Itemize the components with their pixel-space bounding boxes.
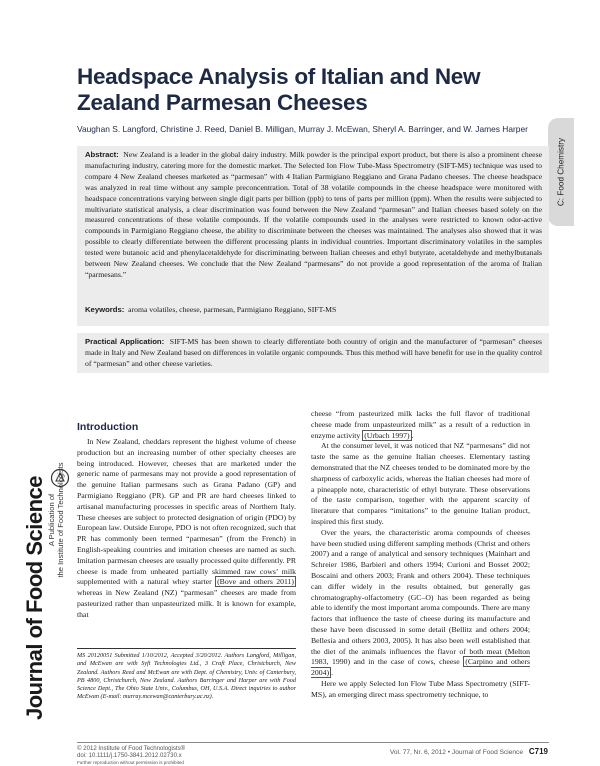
copyright-text: © 2012 Institute of Food Technologists® — [77, 745, 186, 752]
paragraph — [311, 528, 530, 679]
citation-link[interactable]: (Carpino and others 2004) — [311, 657, 530, 678]
right-column — [311, 409, 530, 701]
keywords-label: Keywords: — [85, 305, 125, 314]
author-list: Vaughan S. Langford, Christine J. Reed, Daniel B. Milligan, Murray J. McEwan, Sheryl A. Barringer, and W. James Harper — [77, 124, 528, 134]
paragraph-text: Over the years, the characteristic aroma compounds of cheeses have been studied using different sampling methods (Christ and others 2007) and a range of analytical and sensory techniques (Mainhart and Schreier 1986, Barbieri and others 1994; Curioni and Bosset 2002; Boscaini and others 2003; Frank and others 2004). These techniques can differ widely in the results obtained, but generally gas chromatography-olfactometry (GC–O) has been regarded as being able to identify the most important aroma compounds. There are many factors that influence the taste of cheese during its manufacture and these have been discussed in some detail (Bellitz and others 2004; Bellesia and others 2003, 2005). It has also been well established that the diet of the animals influences the flavor of both meat (Melton 1983, 1990) and in the case of cows, cheese — [311, 527, 530, 667]
footnote-divider — [77, 648, 296, 649]
paragraph — [311, 409, 530, 441]
section-heading-introduction: Introduction — [77, 421, 139, 433]
citation-link[interactable]: (Urbach 1997) — [364, 430, 410, 440]
publisher-line-2: the Institute of Food Technologists — [56, 462, 65, 578]
paragraph-text: . — [331, 668, 334, 678]
paragraph-text: whereas in New Zealand (NZ) “parmesan” cheeses are made from pasteurized rather than unpasteurized milk. It is known for example, that — [77, 588, 296, 619]
abstract — [85, 150, 542, 281]
practical-text: SIFT-MS has been shown to clearly differentiate both country of origin and the manufacturer of “parmesan” cheeses made in Italy and New Zealand based on differences in volatile organic compounds. Thus this method will have benefit for use in the quality control of “parmesan” and other cheese varieties. — [85, 337, 542, 368]
page-number: C719 — [528, 747, 548, 756]
paragraph: At the consumer level, it was noticed that NZ “parmesans” did not taste the same as the genuine Italian cheeses. Elementary tasting demonstrated that the NZ cheeses tended to be dominated more by the sharpness of carboxylic acids, whereas the Italian cheeses had more of a pineapple note, characteristic of ethyl butyrate. These observations of the taste comparison, together with the apparent scarcity of literature that compares “imitations” to the genuine Italian product, inspired this first study. — [311, 441, 530, 526]
reproduction-note: Further reproduction without permission is prohibited — [77, 759, 184, 765]
paragraph-text: cheese “from pasteurized milk lacks the full flavor of traditional cheese made from unpasteurized milk” as a result of a reduction in enzyme activity — [311, 409, 530, 440]
journal-name-spine: Journal of Food Science — [22, 476, 47, 720]
abstract-label: Abstract: — [85, 150, 119, 159]
citation-link[interactable]: (Bove and others 2011) — [217, 577, 294, 587]
publisher-line-1: A Publication of — [47, 493, 56, 547]
volume-info: Vol. 77, Nr. 6, 2012 • Journal of Food Science — [389, 749, 524, 756]
paragraph: Here we apply Selected Ion Flow Tube Mass Spectrometry (SIFT-MS), an emerging direct mass spectrometry technique, to — [311, 678, 530, 699]
doi-text[interactable]: doi: 10.1111/j.1750-3841.2012.02730.x — [77, 752, 182, 760]
footer-divider — [77, 742, 549, 743]
practical-application — [85, 336, 542, 369]
abstract-text: New Zealand is a leader in the global dairy industry. Milk powder is the principal export product, but there is also a prominent cheese manufacturing industry, catering more for the domestic market. The Selected Ion Flow Tube-Mass Spectrometry (SIFT-MS) technique was used to compare 4 New Zealand cheeses marketed as “parmesan” with 4 Italian Parmigiano Reggiano and Grana Padano cheeses. The cheese headspace was analyzed in real time without any sample preconcentration. Total of 38 volatile compounds in the cheese headspace were monitored with headspace concentrations varying between single digit parts per billion (ppb) to tens of parts per million (ppm). When the results were subjected to multivariate statistical analysis, a clear discrimination was found between the New Zealand “parmesan” and Italian cheeses based solely on the measured concentrations of these volatile compounds. If the volatile compounds used in the analyses were restricted to known odor-active compounds in Parmigiano Reggiano cheese, the ability to discriminate between the cheeses was maintained. The analyses also showed that it was possible to clearly differentiate between the different processing plants in individual countries. Important discriminatory volatiles in the samples tested were butanoic acid and phenylacetaldehyde for discriminating between Italian cheeses and ethyl butyrate, acetaldehyde and methylbutanals between New Zealand cheeses. We conclude that the New Zealand “parmesans” do not provide a good representation of the aroma of Italian “parmesans.” — [85, 150, 542, 279]
paragraph — [77, 437, 296, 621]
paragraph-text: In New Zealand, cheddars represent the highest volume of cheese production but an increasing number of other specialty cheeses are being introduced. However, cheeses that are marketed under the generic name of parmesans may not provide a good representation of the genuine Italian parmesans such as Grana Padano (GP) and Parmigiano Reggiano (PR). GP and PR are hard cheeses linked to artisanal manufacturing processes in specific areas of Northern Italy. These cheeses are subject to protected designation of origin (PDO) by European law. Outside Europe, PDO is not often recognized, such that PR has commonly been termed “parmesan” (from the French) in English-speaking countries and imitation cheeses are named as such. Imitation parmesan cheeses are usually processed quite differently. PR cheese is made from unheated partially skimmed raw cows’ milk supplemented with a natural whey starter — [77, 437, 296, 587]
paragraph-text: . — [411, 430, 414, 440]
section-tab-label: C: Food Chemistry — [556, 137, 566, 207]
footer-journal-info — [390, 747, 548, 756]
keywords-text: aroma volatiles, cheese, parmesan, Parmigiano Reggiano, SIFT-MS — [128, 305, 337, 314]
author-footnote: MS 20120051 Submitted 1/10/2012, Accepted 3/20/2012. Authors Langford, Milligan, and McEwan are with Syft Technologies Ltd., 3 Craft Place, Christchurch, New Zealand. Authors Reed and McEwan are with Dept. of Chemistry, Univ. of Canterbury, PB 4800, Christchurch, New Zealand. Authors Barringer and Harper are with Food Science Dept., The Ohio State Univ., Columbus, OH, U.S.A. Direct inquiries to author McEwan (E-mail: murray.mcewan@canterbury.ac.nz). — [77, 652, 296, 701]
left-column — [77, 437, 296, 621]
article-title: Headspace Analysis of Italian and New Zealand Parmesan Cheeses — [77, 64, 481, 115]
publisher-note — [47, 462, 65, 577]
keywords — [85, 305, 542, 316]
practical-label: Practical Application: — [85, 337, 165, 346]
